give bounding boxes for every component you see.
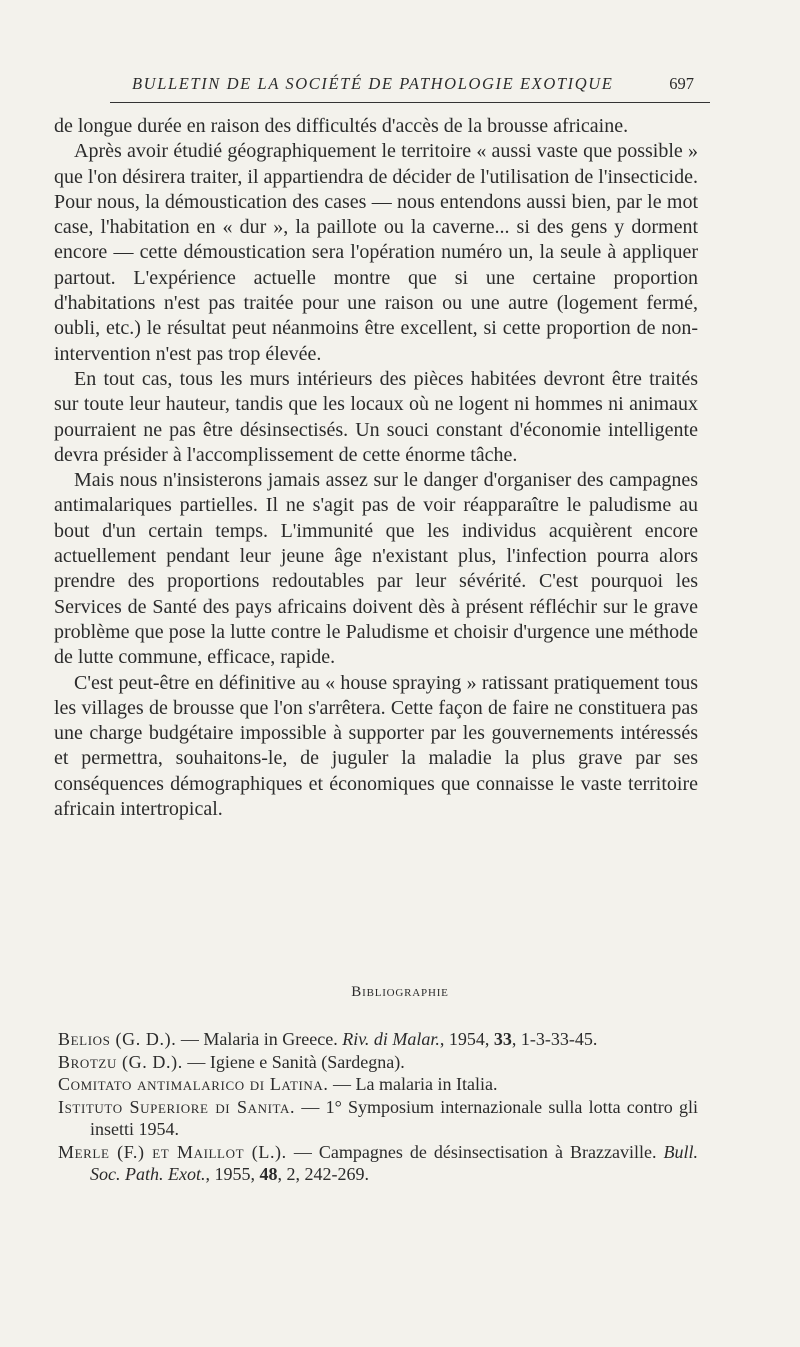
reference-volume: 48 (259, 1164, 278, 1184)
reference-text: — Campagnes de désinsectisation à Brazzaville. (286, 1141, 664, 1162)
reference-text: — 1° Symposium internazionale sulla lotta contro gli insetti 1954. (90, 1096, 698, 1139)
page-number: 697 (669, 74, 694, 93)
reference-authors: Merle (F.) et Maillot (L.). (58, 1141, 287, 1162)
paragraph: En tout cas, tous les murs intérieurs des pièces habitées devront être traités sur toute leur hauteur, tandis que les locaux où ne logent ni hommes ni animaux pourraient ne pas être désinsectisés. Un souci constant d'économie intelligente devra présider à l'accomplissement de cette énorme tâche. (54, 367, 698, 466)
paragraph: de longue durée en raison des difficultés d'accès de la brousse africaine. (54, 115, 629, 137)
reference-volume: 33 (493, 1029, 512, 1049)
reference-item (58, 1141, 698, 1186)
reference-year: , 1954, (439, 1029, 494, 1049)
reference-pages: , 1-3-33-45. (511, 1029, 598, 1049)
reference-journal: Riv. di Malar. (342, 1029, 440, 1049)
reference-authors: Brotzu (G. D.). (58, 1051, 183, 1072)
reference-item (58, 1028, 698, 1051)
bibliography-heading: Bibliographie (351, 984, 449, 1000)
paragraph: Après avoir étudié géographiquement le territoire « aussi vaste que possible » que l'on désirera traiter, il appartiendra de décider de l'utilisation de l'insecticide. Pour nous, la démoustication des cases — nous entendons aussi bien, par le mot case, l'habitation en « dur », la paillote ou la caverne... si des gens y dorment encore — cette démoustication sera l'opération numéro un, la seule à appliquer partout. L'expérience actuelle montre que si une certaine proportion d'habitations n'est pas traitée pour une raison ou une autre (logement fermé, oubli, etc.) le résultat peut néanmoins être excellent, si cette proportion de non-intervention n'est pas trop élevée. (54, 140, 698, 365)
reference-item (58, 1051, 698, 1074)
reference-item (58, 1073, 698, 1096)
reference-authors: Belios (G. D.). (58, 1029, 177, 1049)
reference-item (58, 1096, 698, 1141)
body-text (54, 114, 698, 822)
reference-pages: , 2, 242-269. (277, 1164, 369, 1184)
reference-year: , 1955, (205, 1164, 260, 1184)
reference-text: — La malaria in Italia. (328, 1074, 498, 1094)
journal-title: BULLETIN DE LA SOCIÉTÉ DE PATHOLOGIE EXOTIQUE (132, 74, 614, 93)
reference-text: — Igiene e Sanità (Sardegna). (182, 1051, 405, 1072)
reference-text: — Malaria in Greece. (176, 1029, 343, 1049)
reference-authors: Istituto Superiore di Sanita. (58, 1096, 296, 1117)
header-rule (110, 102, 710, 103)
running-header (112, 66, 712, 94)
bibliography-list (58, 1028, 698, 1186)
paragraph: Mais nous n'insisterons jamais assez sur le danger d'organiser des campagnes antimalariques partielles. Il ne s'agit pas de voir réapparaître le paludisme au bout d'un certain temps. L'immunité que les individus acquièrent encore actuellement pendant leur jeune âge n'existant plus, l'infection pourra alors prendre des proportions redoutables par leur sévérité. C'est pourquoi les Services de Santé des pays africains doivent dès à présent réfléchir sur le grave problème que pose la lutte contre le Paludisme et choisir d'urgence une méthode de lutte commune, efficace, rapide. (54, 469, 698, 669)
reference-authors: Comitato antimalarico di Latina. (58, 1074, 329, 1094)
paragraph: C'est peut-être en définitive au « house spraying » ratissant pratiquement tous les villages de brousse que l'on s'arrêtera. Cette façon de faire ne constituera pas une charge budgétaire impossible à supporter par les gouvernements intéressés et permettra, souhaitons-le, de juguler la maladie la plus grave par ses conséquences démographiques et économiques que connaisse le vaste territoire africain intertropical. (54, 671, 698, 821)
reference-journal: Bull. Soc. Path. Exot. (90, 1141, 698, 1184)
